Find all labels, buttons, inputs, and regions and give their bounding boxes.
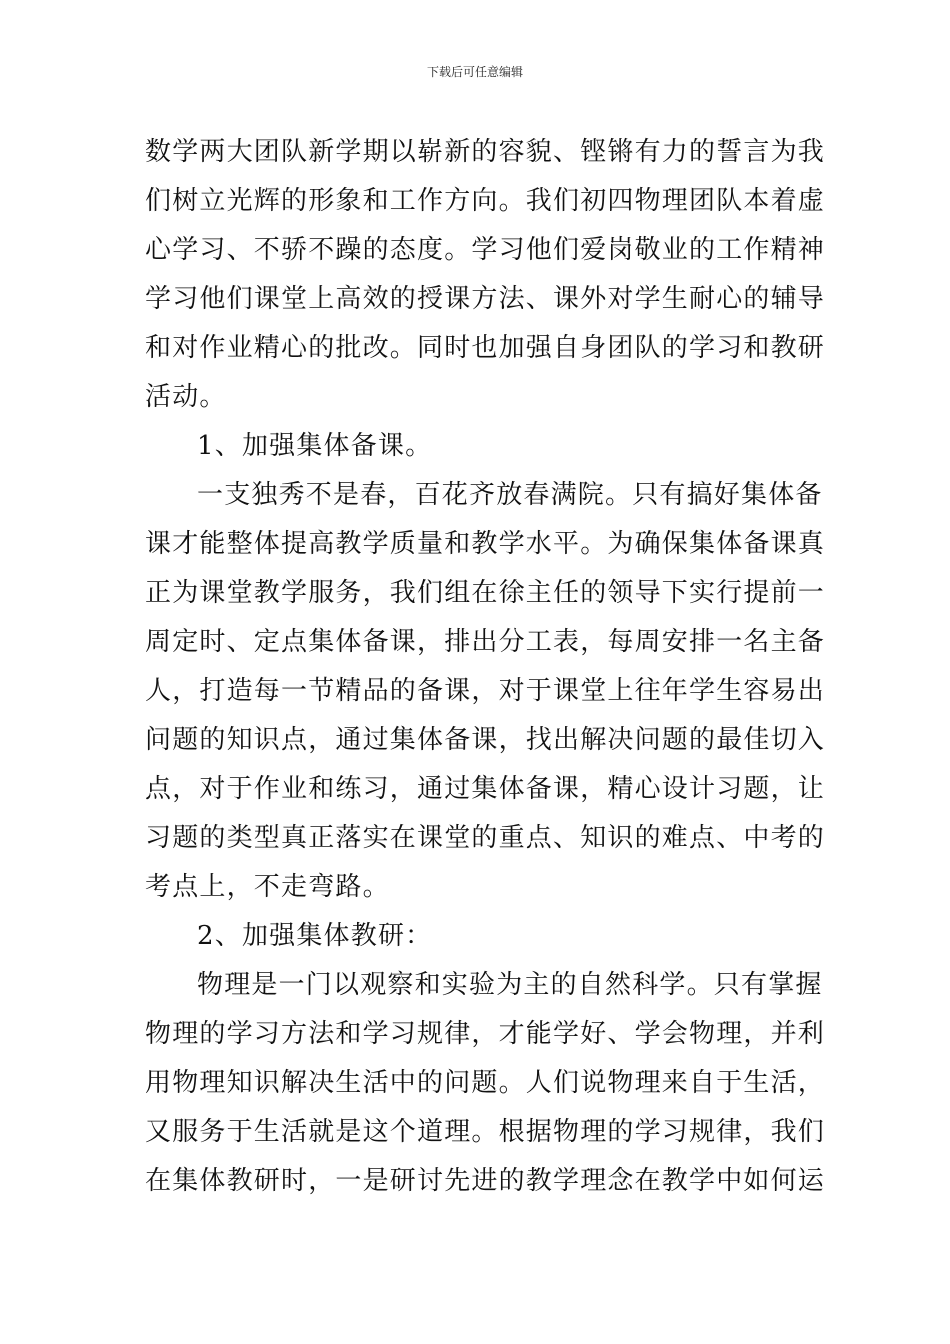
text-line: 1、加强集体备课。 xyxy=(197,431,433,461)
text-line: 一支独秀不是春，百花齐放春满院。只有搞好集体备 xyxy=(197,480,823,510)
text-line: 点，对于作业和练习，通过集体备课，精心设计习题，让 xyxy=(145,774,826,804)
text-line: 数学两大团队新学期以崭新的容貌、铿锵有力的誓言为我 xyxy=(145,137,826,167)
page-header: 下载后可任意编辑 xyxy=(426,65,523,79)
text-line: 人，打造每一节精品的备课，对于课堂上往年学生容易出 xyxy=(145,676,826,706)
text-line: 又服务于生活就是这个道理。根据物理的学习规律，我们 xyxy=(145,1117,826,1147)
text-line: 在集体教研时，一是研讨先进的教学理念在教学中如何运 xyxy=(145,1166,826,1196)
text-line: 物理的学习方法和学习规律，才能学好、学会物理，并利 xyxy=(145,1019,826,1049)
text-line: 心学习、不骄不躁的态度。学习他们爱岗敬业的工作精神 xyxy=(145,235,826,265)
text-line: 物理是一门以观察和实验为主的自然科学。只有掌握 xyxy=(197,970,823,1000)
text-line: 们树立光辉的形象和工作方向。我们初四物理团队本着虚 xyxy=(145,186,826,216)
text-line: 周定时、定点集体备课，排出分工表，每周安排一名主备 xyxy=(145,627,826,657)
text-line: 和对作业精心的批改。同时也加强自身团队的学习和教研 xyxy=(145,333,826,363)
text-line: 用物理知识解决生活中的问题。人们说物理来自于生活， xyxy=(145,1068,826,1098)
document-body xyxy=(145,128,826,1206)
text-line: 活动。 xyxy=(145,382,227,412)
text-line: 2、加强集体教研： xyxy=(197,921,433,951)
text-line: 课才能整体提高教学质量和教学水平。为确保集体备课真 xyxy=(145,529,826,559)
text-line: 正为课堂教学服务，我们组在徐主任的领导下实行提前一 xyxy=(145,578,826,608)
text-line: 问题的知识点，通过集体备课，找出解决问题的最佳切入 xyxy=(145,725,826,755)
text-line: 考点上，不走弯路。 xyxy=(145,872,390,902)
text-line: 学习他们课堂上高效的授课方法、课外对学生耐心的辅导 xyxy=(145,284,826,314)
text-line: 习题的类型真正落实在课堂的重点、知识的难点、中考的 xyxy=(145,823,826,853)
